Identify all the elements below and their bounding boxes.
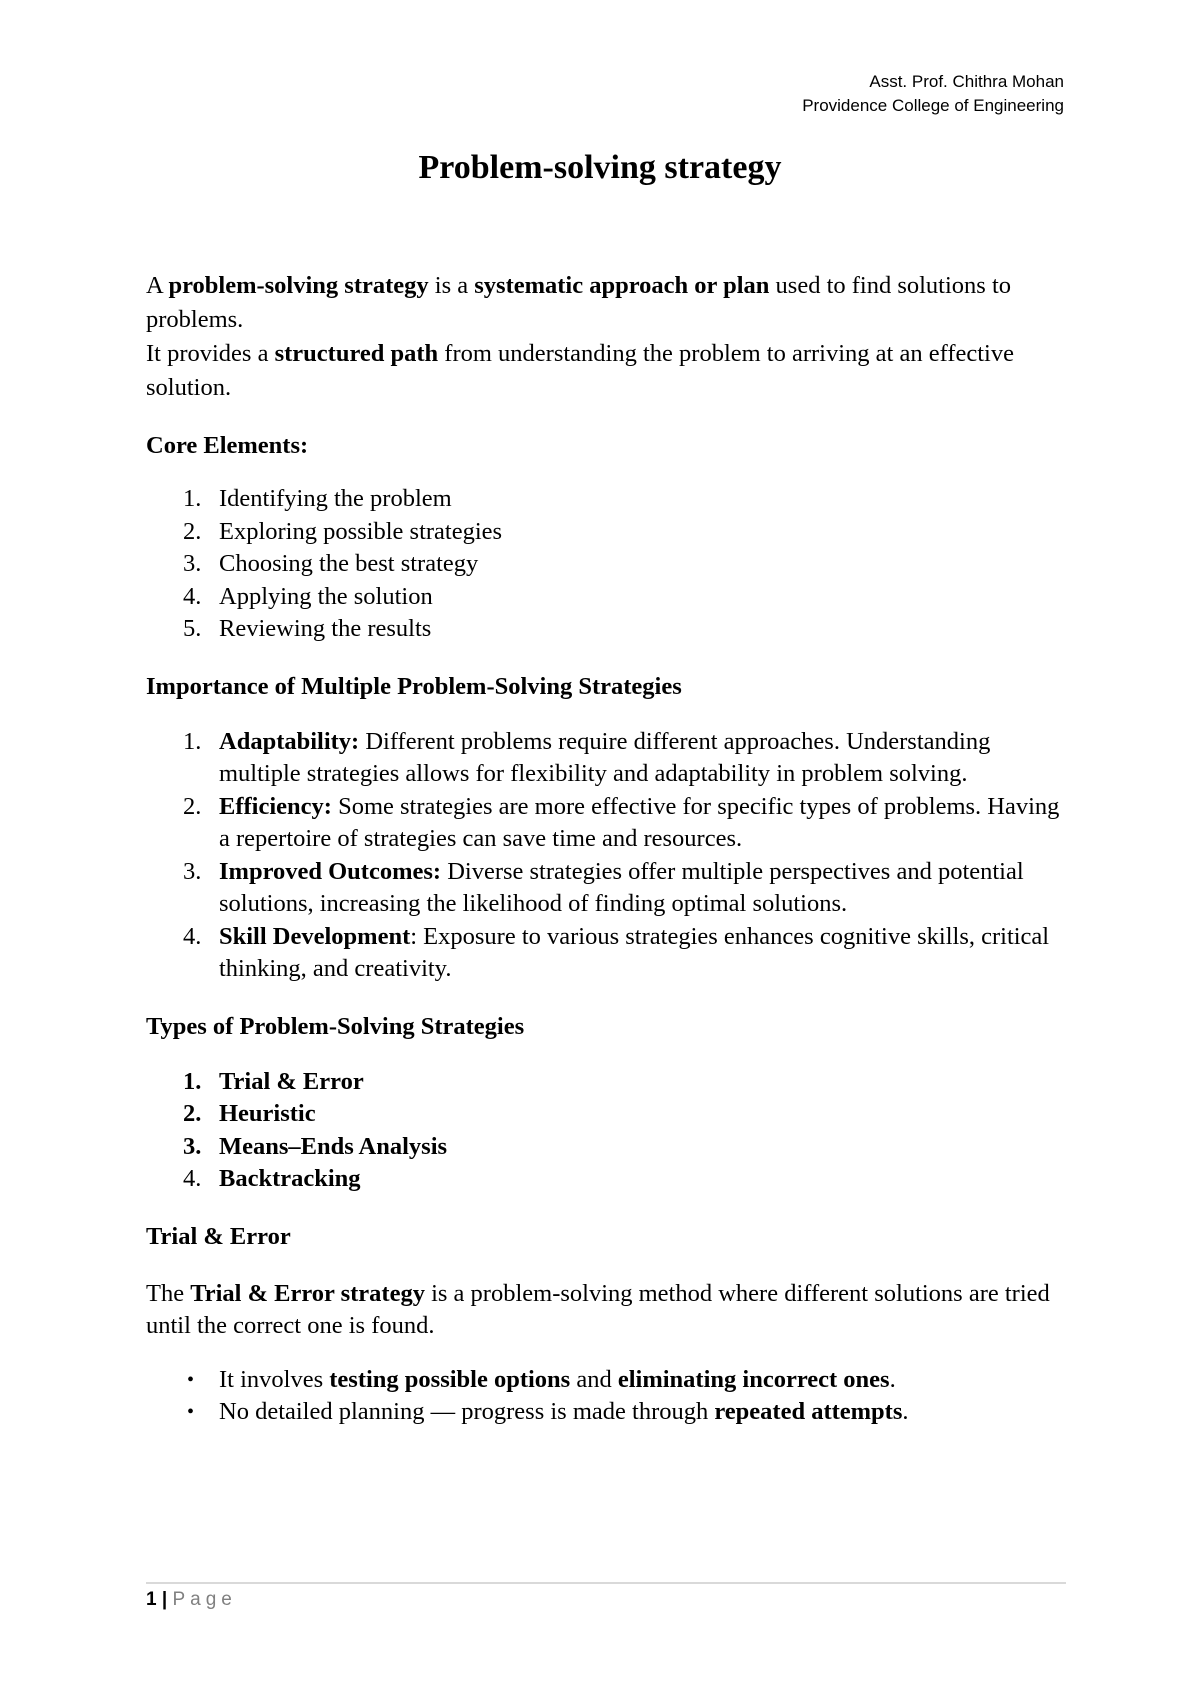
text-run: is a xyxy=(428,272,475,299)
list-item: 1. Adaptability: Different problems require different approaches. Understanding multiple strategies allows for flexibility and adaptability in problem solving. xyxy=(183,727,991,787)
bold-term: systematic approach or plan xyxy=(474,272,770,299)
page-label: Page xyxy=(172,1589,237,1610)
list-item: 2. Efficiency: Some strategies are more effective for specific types of problems. Having a repertoire of strategies can save time and resources. xyxy=(183,792,1060,852)
section-heading-core: Core Elements: xyxy=(146,432,309,459)
list-item: 1. Trial & Error xyxy=(183,1067,364,1095)
trial-paragraph: The Trial & Error strategy is a problem-solving method where different solutions are tried until the correct one is found. xyxy=(146,1279,1050,1339)
list-item: • No detailed planning — progress is made through repeated attempts. xyxy=(146,1396,1066,1429)
bold-term: structured path xyxy=(274,340,439,367)
list-item: 2. Heuristic xyxy=(183,1100,316,1127)
intro-paragraph-2 xyxy=(146,337,1066,405)
footer-separator: | xyxy=(161,1589,168,1610)
page-header xyxy=(802,70,1064,118)
trial-bullets xyxy=(146,1364,1066,1429)
page-footer xyxy=(146,1588,237,1612)
bullet-icon: • xyxy=(187,1368,195,1391)
section-heading-importance: Importance of Multiple Problem-Solving Strategies xyxy=(146,672,682,700)
list-item: 2. Exploring possible strategies xyxy=(183,517,503,545)
list-item: 4. Backtracking xyxy=(183,1165,361,1192)
list-item: • It involves testing possible options and eliminating incorrect ones. xyxy=(146,1364,1066,1397)
list-item: 5. Reviewing the results xyxy=(183,615,432,642)
text-run: A xyxy=(146,272,169,299)
text-run: It provides a xyxy=(146,340,275,367)
section-heading-trial: Trial & Error xyxy=(146,1222,291,1250)
header-author: Asst. Prof. Chithra Mohan xyxy=(869,72,1064,91)
list-item: 1. Identifying the problem xyxy=(183,485,452,512)
list-item: 3. Choosing the best strategy xyxy=(183,550,479,577)
header-institution: Providence College of Engineering xyxy=(802,96,1064,115)
bullet-icon: • xyxy=(187,1401,195,1423)
types-list xyxy=(146,1066,1066,1196)
text-run: used to find solutions to problems. xyxy=(146,272,1012,333)
page-title: Problem-solving strategy xyxy=(418,149,782,186)
intro-paragraph-1 xyxy=(146,269,1066,337)
list-item: 3. Means–Ends Analysis xyxy=(183,1132,448,1160)
bold-term: problem-solving strategy xyxy=(168,272,429,299)
document-body xyxy=(146,269,1066,1429)
page-number: 1 xyxy=(146,1589,157,1610)
core-elements-list xyxy=(146,483,1066,646)
section-heading-types: Types of Problem-Solving Strategies xyxy=(146,1012,525,1040)
list-item: 4. Skill Development: Exposure to various strategies enhances cognitive skills, critical thinking, and creativity. xyxy=(183,922,1050,982)
list-item: 4. Applying the solution xyxy=(183,582,433,610)
footer-divider xyxy=(146,1582,1066,1584)
importance-list xyxy=(146,726,1066,986)
list-item: 3. Improved Outcomes: Diverse strategies offer multiple perspectives and potential solutions, increasing the likelihood of finding optimal solutions. xyxy=(183,857,1024,917)
text-run: from understanding the problem to arriving at an effective solution. xyxy=(146,340,1014,401)
